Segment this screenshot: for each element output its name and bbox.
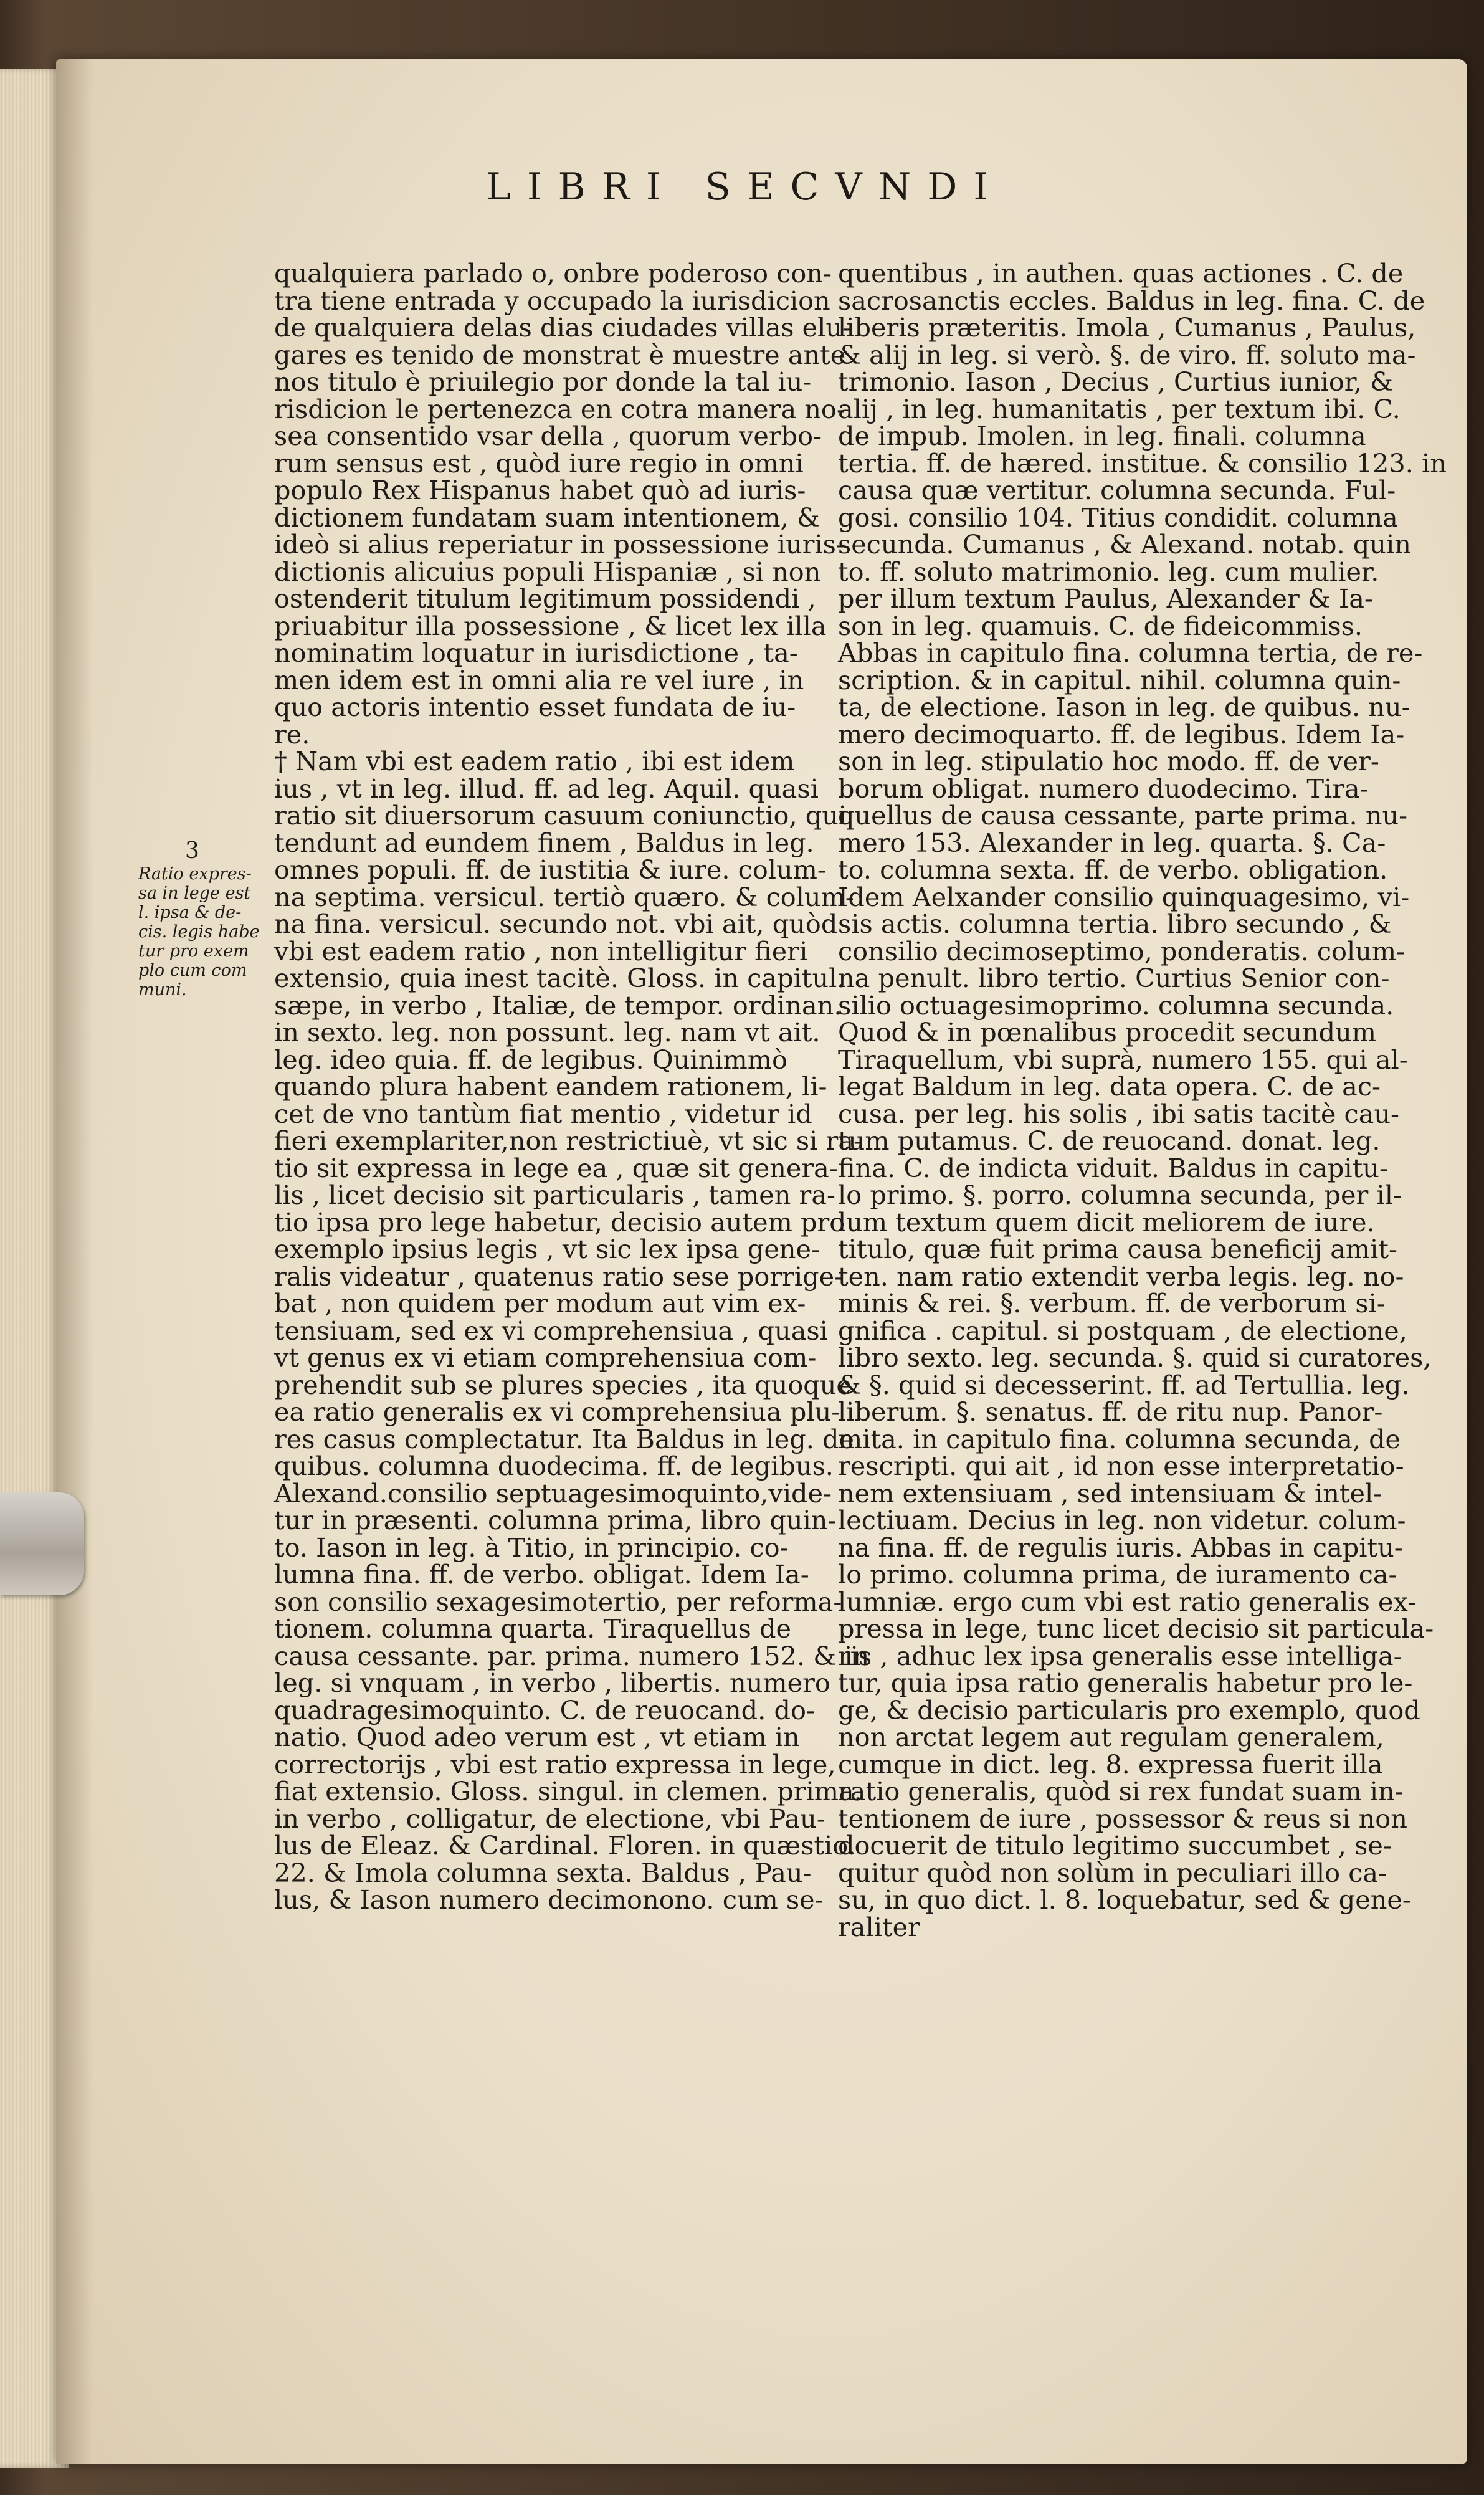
text-line: de impub. Imolen. in leg. finali. columna — [838, 421, 1366, 451]
text-line: ea ratio generalis ex vi comprehensiua plu- — [274, 1397, 840, 1427]
text-line: tendunt ad eundem finem , Baldus in leg. — [274, 828, 814, 858]
text-line: prehendit sub se plures species , ita quoque — [274, 1370, 852, 1400]
text-line: ratio sit diuersorum casuum coniunctio, qui — [274, 801, 847, 831]
text-line: & alij in leg. si verò. §. de viro. ff. soluto ma- — [838, 340, 1416, 370]
text-line: priuabitur illa possessione , & licet lex illa — [274, 611, 827, 641]
text-line: leg. ideo quia. ff. de legibus. Quinimmò — [274, 1044, 787, 1075]
text-line: sa in lege est — [138, 884, 251, 903]
text-line: to. ff. soluto matrimonio. leg. cum mulier. — [838, 556, 1379, 587]
text-line: fiat extensio. Gloss. singul. in clemen. prima. — [274, 1777, 862, 1806]
text-line: silio octuagesimoprimo. columna secunda. — [838, 990, 1394, 1021]
text-line: nem extensiuam , sed intensiuam & intel- — [838, 1478, 1382, 1509]
text-line: cumque in dict. leg. 8. expressa fuerit illa — [838, 1749, 1383, 1780]
text-line: bat , non quidem per modum aut vim ex- — [274, 1289, 806, 1319]
text-line: vbi est eadem ratio , non intelligitur fieri — [274, 936, 808, 966]
text-line: tra tiene entrada y occupado la iurisdicion — [274, 285, 830, 316]
text-line: qualquiera parlado o, onbre poderoso con- — [274, 259, 832, 289]
text-line: na penult. libro tertio. Curtius Senior con- — [838, 963, 1390, 993]
text-line: minis & rei. §. verbum. ff. de verborum si- — [838, 1289, 1386, 1319]
text-line: secunda. Cumanus , & Alexand. notab. quin — [838, 530, 1411, 560]
text-line: quentibus , in authen. quas actiones . C. de — [838, 259, 1404, 289]
text-line: lectiuam. Decius in leg. non videtur. colum- — [838, 1505, 1406, 1535]
text-line: rescripti. qui ait , id non esse interpretatio- — [838, 1451, 1404, 1481]
text-line: cet de vno tantùm fiat mentio , videtur id — [274, 1099, 812, 1129]
text-line: son consilio sexagesimotertio, per reforma- — [274, 1586, 842, 1617]
text-line: men idem est in omni alia re vel iure , in — [274, 665, 804, 695]
text-line: mero 153. Alexander in leg. quarta. §. Ca- — [838, 828, 1386, 858]
text-line: liberum. §. senatus. ff. de ritu nup. Panor- — [838, 1397, 1383, 1427]
text-line: mero decimoquarto. ff. de legibus. Idem Ia- — [838, 719, 1405, 750]
text-line: omnes populi. ff. de iustitia & iure. colum- — [274, 855, 826, 885]
text-line: extensio, quia inest tacitè. Gloss. in capitul. — [274, 963, 845, 993]
text-line: ostenderit titulum legitimum possidendi , — [274, 584, 816, 614]
text-column-right — [838, 259, 1447, 1942]
text-line: ge, & decisio particularis pro exemplo, quod — [838, 1695, 1420, 1725]
text-line: legat Baldum in leg. data opera. C. de ac- — [838, 1072, 1381, 1102]
text-line: gosi. consilio 104. Titius condidit. columna — [838, 502, 1398, 533]
text-line: de qualquiera delas dias ciudades villas elu- — [274, 313, 852, 343]
text-line: ralis videatur , quatenus ratio sese porrige- — [274, 1261, 844, 1292]
text-line: † Nam vbi est eadem ratio , ibi est idem — [274, 747, 795, 776]
text-line: quadragesimoquinto. C. de reuocand. do- — [274, 1695, 815, 1725]
text-line: l. ipsa & de- — [138, 903, 242, 922]
text-line: dictionis alicuius populi Hispaniæ , si non — [274, 556, 821, 587]
text-line: ta, de electione. Iason in leg. de quibus. nu- — [838, 692, 1410, 722]
text-line: correctorijs , vbi est ratio expressa in lege, — [274, 1749, 836, 1780]
text-line: Quod & in pœnalibus procedit secundum — [838, 1018, 1377, 1047]
running-head: LIBRI SECVNDI — [486, 165, 1005, 209]
text-line: consilio decimoseptimo, ponderatis. colum- — [838, 936, 1406, 966]
text-line: libro sexto. leg. secunda. §. quid si curatores, — [838, 1343, 1432, 1373]
text-line: cis. legis habe — [138, 922, 260, 942]
text-line: lum textum quem dicit meliorem de iure. — [838, 1207, 1375, 1238]
text-line: fina. C. de indicta viduit. Baldus in capitu- — [838, 1153, 1388, 1183]
text-line: tio sit expressa in lege ea , quæ sit genera- — [274, 1153, 838, 1183]
marginal-number: 3 — [185, 838, 199, 864]
text-line: tensiuam, sed ex vi comprehensiua , quasi — [274, 1315, 828, 1346]
text-line: 22. & Imola columna sexta. Baldus , Pau- — [274, 1858, 812, 1888]
text-line: ideò si alius reperiatur in possessione iuris- — [274, 530, 845, 560]
text-line: natio. Quod adeo verum est , vt etiam in — [274, 1722, 800, 1752]
text-line: to. columna sexta. ff. de verbo. obligation. — [838, 855, 1388, 885]
text-line: Idem Aelxander consilio quinquagesimo, vi- — [838, 882, 1410, 912]
gutter-shadow — [56, 59, 93, 2464]
text-line: leg. si vnquam , in verbo , libertis. numero — [274, 1668, 830, 1698]
text-line: tum putamus. C. de reuocand. donat. leg. — [838, 1126, 1381, 1156]
text-line: cusa. per leg. his solis , ibi satis tacitè cau- — [838, 1099, 1400, 1129]
text-line: titulo, quæ fuit prima causa beneficij amit- — [838, 1234, 1397, 1264]
text-line: tertia. ff. de hæred. institue. & consilio 123. in — [838, 448, 1447, 479]
text-line: raliter — [838, 1912, 920, 1942]
text-line: plo cum com — [138, 961, 247, 980]
text-line: ratio generalis, quòd si rex fundat suam in- — [838, 1777, 1404, 1806]
marginal-note — [138, 838, 272, 999]
text-line: na septima. versicul. tertiò quæro. & colum- — [274, 882, 854, 912]
text-line: causa cessante. par. prima. numero 152. & in — [274, 1641, 870, 1671]
text-line: tur, quia ipsa ratio generalis habetur pro le- — [838, 1668, 1413, 1698]
text-line: Ratio expres- — [138, 864, 252, 884]
text-line: liberis præteritis. Imola , Cumanus , Paulus, — [838, 313, 1416, 343]
text-line: trimonio. Iason , Decius , Curtius iunior, & — [838, 367, 1394, 397]
text-line: na fina. versicul. secundo not. vbi ait, quòd — [274, 909, 838, 939]
text-line: Abbas in capitulo fina. columna tertia, de re- — [838, 638, 1423, 668]
text-line: lo primo. §. porro. columna secunda, per il- — [838, 1180, 1402, 1210]
text-line: tio ipsa pro lege habetur, decisio autem pro — [274, 1207, 845, 1238]
text-line: vt genus ex vi etiam comprehensiua com- — [274, 1343, 817, 1373]
text-line: & §. quid si decesserint. ff. ad Tertullia. leg. — [838, 1370, 1410, 1400]
text-line: lumna fina. ff. de verbo. obligat. Idem Ia- — [274, 1560, 809, 1590]
text-line: non arctat legem aut regulam generalem, — [838, 1722, 1384, 1752]
text-line: gnifica . capitul. si postquam , de electione, — [838, 1315, 1407, 1346]
bookmark-ribbon — [0, 1492, 84, 1595]
text-line: tentionem de iure , possessor & reus si non — [838, 1803, 1407, 1834]
text-line: sea consentido vsar della , quorum verbo- — [274, 421, 822, 451]
text-line: sacrosanctis eccles. Baldus in leg. fina. C. de — [838, 285, 1425, 316]
text-line: causa quæ vertitur. columna secunda. Ful- — [838, 475, 1396, 505]
text-line: ius , vt in leg. illud. ff. ad leg. Aquil. quasi — [274, 773, 819, 804]
text-line: quitur quòd non solùm in peculiari illo ca- — [838, 1858, 1387, 1888]
text-line: exemplo ipsius legis , vt sic lex ipsa gene- — [274, 1234, 820, 1264]
text-line: pressa in lege, tunc licet decisio sit particula- — [838, 1614, 1434, 1644]
text-line: sæpe, in verbo , Italiæ, de tempor. ordinan. — [274, 990, 842, 1021]
text-line: docuerit de titulo legitimo succumbet , se- — [838, 1831, 1392, 1861]
text-line: lis , licet decisio sit particularis , tamen ra- — [274, 1180, 835, 1210]
text-line: sis actis. columna tertia. libro secundo , & — [838, 909, 1392, 939]
text-line: nominatim loquatur in iurisdictione , ta- — [274, 638, 798, 668]
text-line: re. — [274, 719, 310, 750]
text-line: quo actoris intentio esset fundata de iu- — [274, 692, 796, 722]
text-line: to. Iason in leg. à Titio, in principio. co- — [274, 1532, 789, 1563]
text-line: mita. in capitulo fina. columna secunda, de — [838, 1424, 1401, 1454]
text-line: in sexto. leg. non possunt. leg. nam vt ait. — [274, 1018, 820, 1047]
text-line: lus de Eleaz. & Cardinal. Floren. in quæstio. — [274, 1831, 856, 1861]
text-line: muni. — [138, 980, 187, 999]
text-line: su, in quo dict. l. 8. loquebatur, sed & gene- — [838, 1885, 1411, 1915]
text-column-left — [274, 259, 870, 1915]
text-line: alij , in leg. humanitatis , per textum ibi. C. — [838, 394, 1401, 424]
text-line: dictionem fundatam suam intentionem, & — [274, 502, 820, 533]
text-line: fieri exemplariter,non restrictiuè, vt sic si ra- — [274, 1126, 862, 1156]
text-line: scription. & in capitul. nihil. columna quin- — [838, 665, 1401, 695]
text-line: ten. nam ratio extendit verba legis. leg. no- — [838, 1261, 1404, 1292]
text-line: Alexand.consilio septuagesimoquinto,vide- — [274, 1478, 832, 1509]
text-line: populo Rex Hispanus habet quò ad iuris- — [274, 475, 806, 505]
text-line: Tiraquellum, vbi suprà, numero 155. qui al- — [838, 1044, 1408, 1075]
text-line: lus, & Iason numero decimonono. cum se- — [274, 1885, 824, 1915]
text-line: lumniæ. ergo cum vbi est ratio generalis ex- — [838, 1586, 1417, 1617]
text-line: rum sensus est , quòd iure regio in omni — [274, 448, 804, 479]
text-line: tur pro exem — [138, 942, 249, 961]
text-line: res casus complectatur. Ita Baldus in leg. de — [274, 1424, 855, 1454]
text-line: quellus de causa cessante, parte prima. nu- — [838, 801, 1408, 831]
text-line: son in leg. quamuis. C. de fideicommiss. — [838, 611, 1363, 641]
text-line: na fina. ff. de regulis iuris. Abbas in capitu- — [838, 1532, 1403, 1563]
text-line: borum obligat. numero duodecimo. Tira- — [838, 773, 1369, 804]
text-line: tionem. columna quarta. Tiraquellus de — [274, 1614, 791, 1644]
text-line: quando plura habent eandem rationem, li- — [274, 1072, 827, 1102]
text-line: gares es tenido de monstrat è muestre ante — [274, 340, 846, 370]
text-line: per illum textum Paulus, Alexander & Ia- — [838, 584, 1373, 614]
text-line: quibus. columna duodecima. ff. de legibus. — [274, 1451, 834, 1481]
text-line: tur in præsenti. columna prima, libro quin- — [274, 1505, 837, 1535]
text-line: in verbo , colligatur, de electione, vbi Pau- — [274, 1803, 825, 1834]
text-line: risdicion le pertenezca en cotra manera no- — [274, 394, 845, 424]
text-line: ris , adhuc lex ipsa generalis esse intelliga- — [838, 1641, 1402, 1671]
text-line: son in leg. stipulatio hoc modo. ff. de ver- — [838, 747, 1379, 776]
text-line: lo primo. columna prima, de iuramento ca- — [838, 1560, 1397, 1590]
text-line: nos titulo è priuilegio por donde la tal iu- — [274, 367, 812, 397]
